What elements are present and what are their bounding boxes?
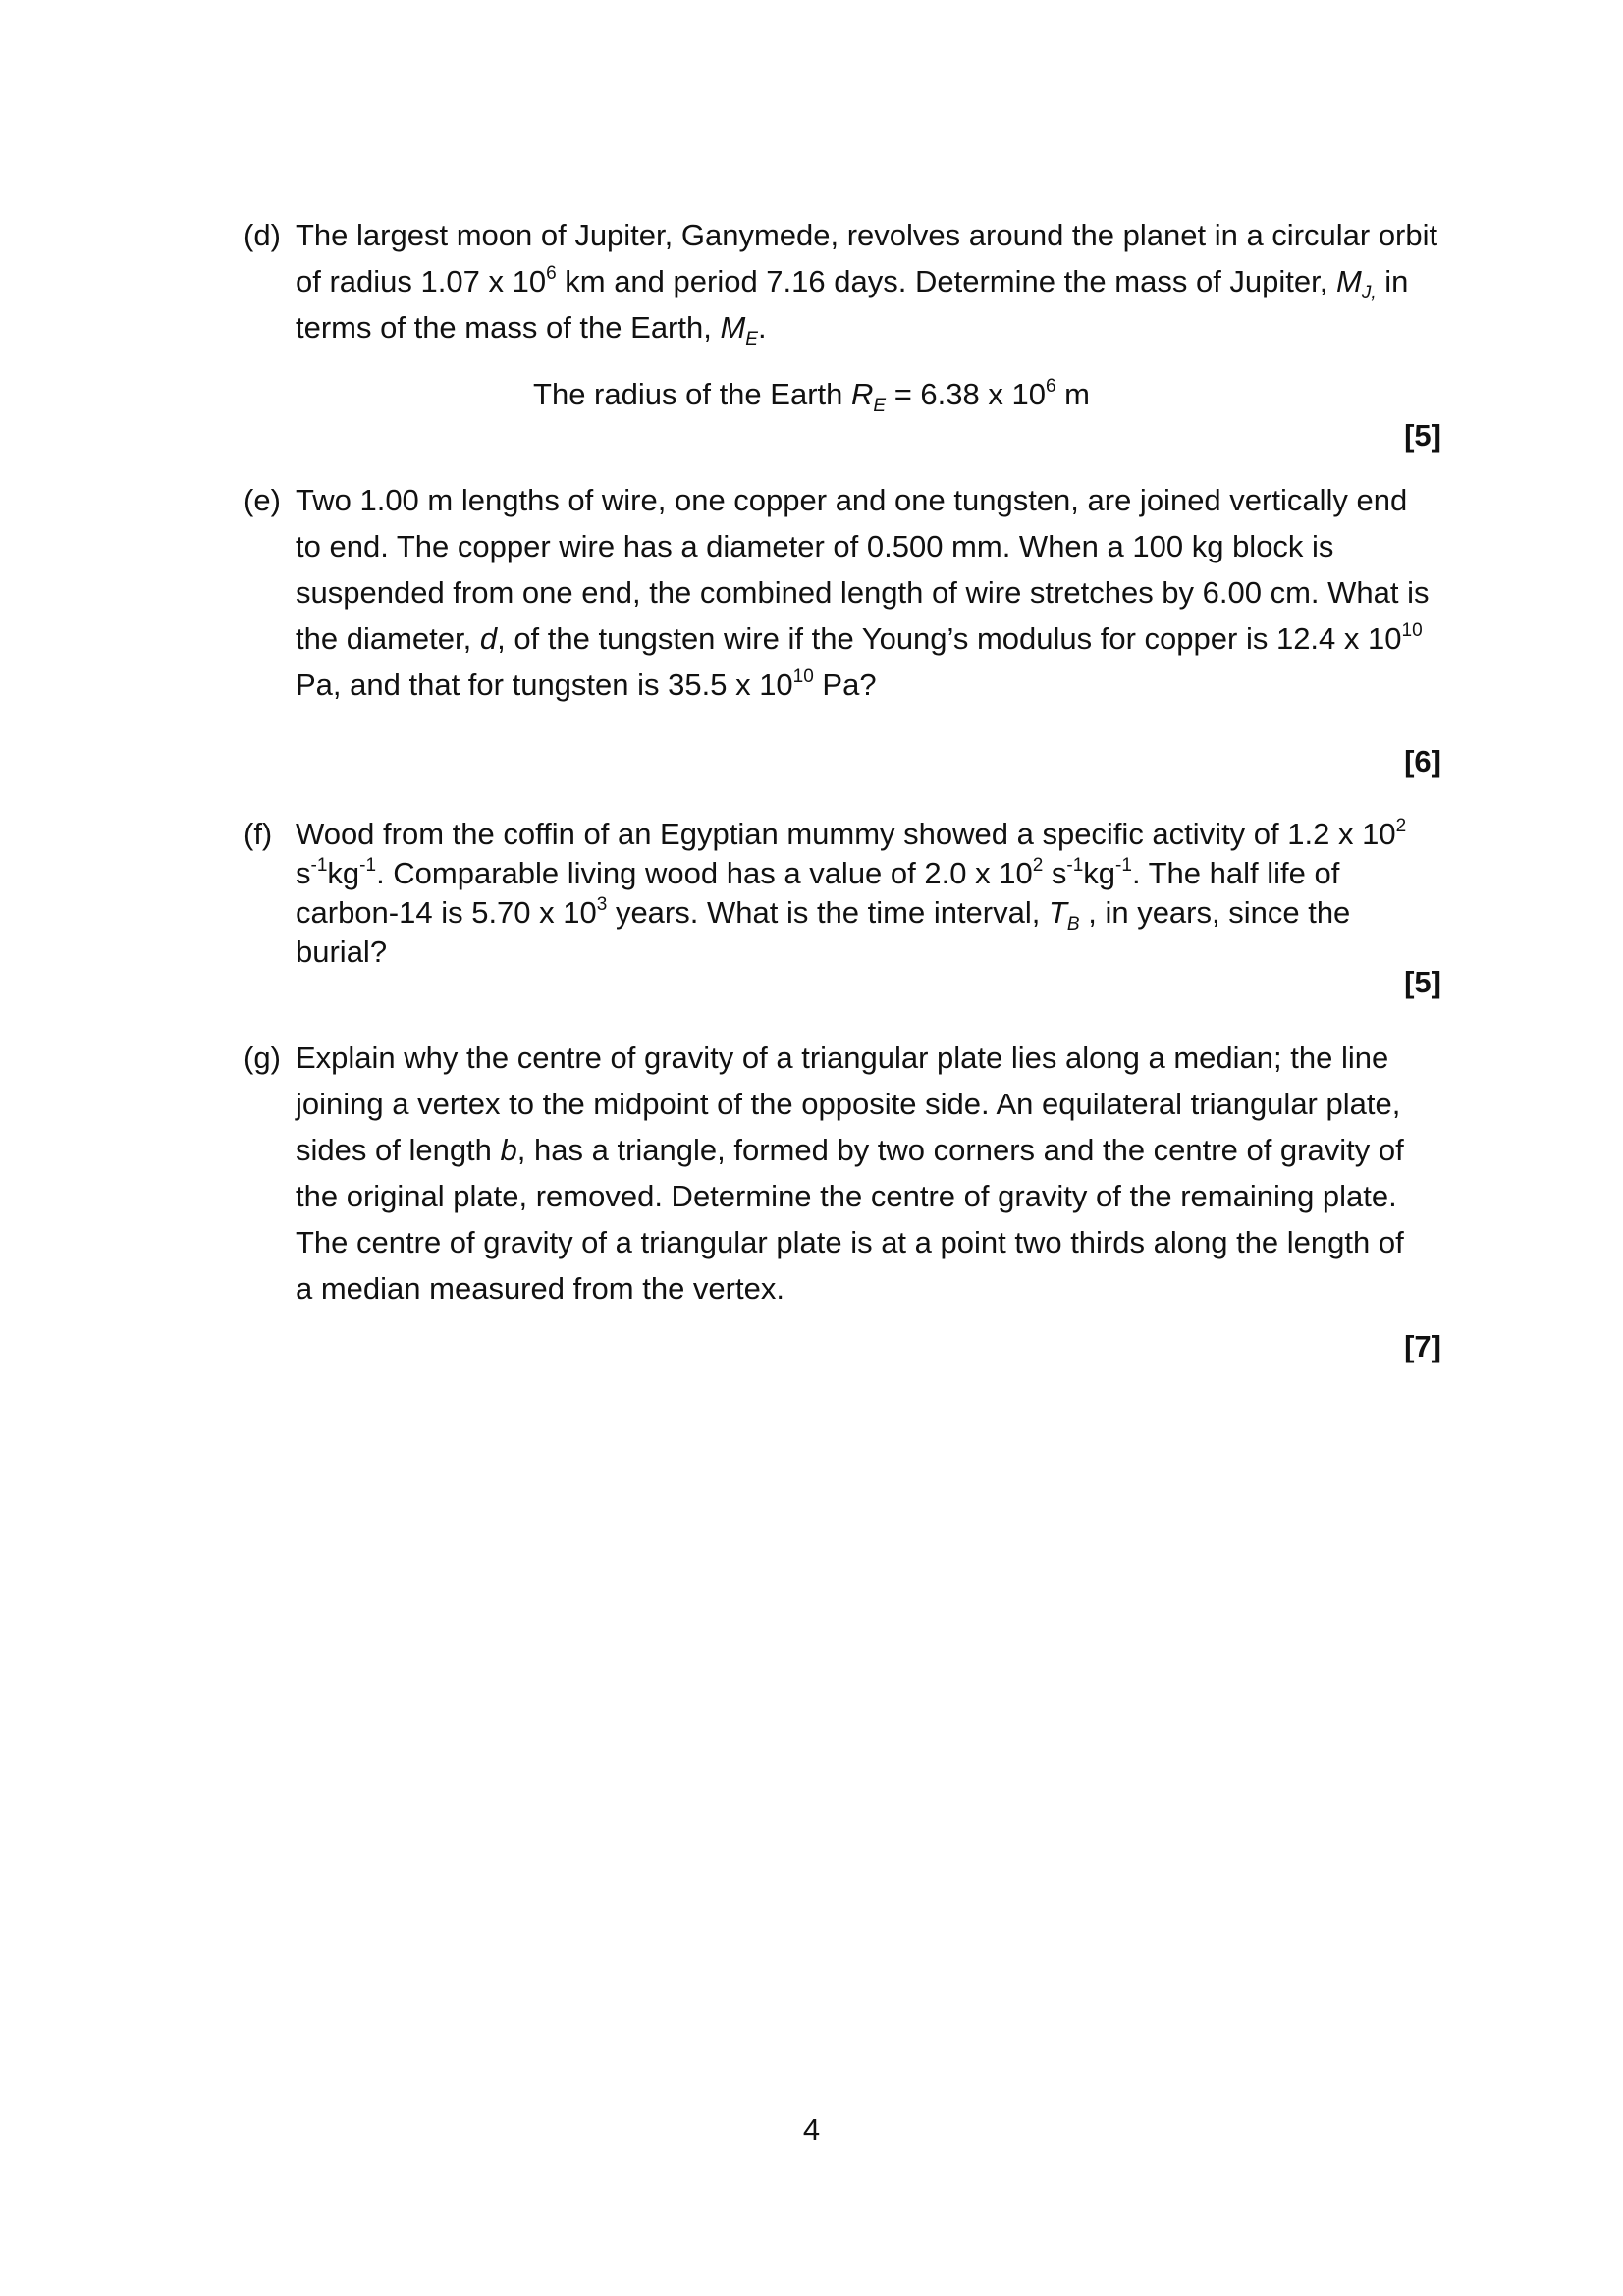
question-g-line-6: a median measured from the vertex. [296, 1271, 784, 1306]
question-e-line-1: Two 1.00 m lengths of wire, one copper and one tungsten, are joined vertically end [296, 483, 1408, 517]
question-e-text [296, 477, 1441, 708]
question-g-text [296, 1035, 1441, 1311]
question-d-line-1: The largest moon of Jupiter, Ganymede, revolves around the planet in a circular orbit [296, 218, 1438, 252]
question-f-line-1: Wood from the coffin of an Egyptian mummy showed a specific activity of 1.2 x $10^2$ [296, 815, 1407, 851]
question-d-marks: [5] [1404, 418, 1441, 453]
question-d-line-2: of radius 1.07 x $10^6$ km and period 7.16 days. Determine the mass of Jupiter, $M_{J,}$ in [296, 262, 1409, 304]
question-g-line-5: The centre of gravity of a triangular plate is at a point two thirds along the length of [296, 1225, 1404, 1259]
question-g-line-1: Explain why the centre of gravity of a triangular plate lies along a median; the line [296, 1041, 1389, 1075]
question-f-marks: [5] [1404, 965, 1441, 999]
question-e-line-2: to end. The copper wire has a diameter of 0.500 mm. When a 100 kg block is [296, 529, 1334, 563]
question-f [243, 815, 1441, 972]
question-g-line-4: the original plate, removed. Determine the centre of gravity of the remaining plate. [296, 1179, 1397, 1213]
question-g-label: (g) [243, 1041, 281, 1075]
question-e [243, 477, 1441, 708]
question-f-text [296, 815, 1441, 972]
question-e-marks: [6] [1404, 744, 1441, 778]
question-f-line-3: carbon-14 is 5.70 x $10^3$ years. What is the time interval, $T_B$ , in years, since the burial? [296, 893, 1351, 969]
question-g-marks: [7] [1404, 1329, 1441, 1363]
question-g [243, 1035, 1441, 1311]
question-g-line-3: sides of length b, has a triangle, formed by two corners and the centre of gravity of [296, 1133, 1404, 1167]
question-e-line-4: the diameter, d, of the tungsten wire if the Young’s modulus for copper is 12.4 x $10^{10}$ [296, 619, 1423, 656]
question-e-line-3: suspended from one end, the combined length of wire stretches by 6.00 cm. What is [296, 575, 1430, 610]
question-d [243, 212, 1441, 350]
question-d-line-3: terms of the mass of the Earth, $M_E$. [296, 310, 767, 350]
question-d-given-value: The radius of the Earth $R_E = 6.38$ x $10^6$ m [533, 375, 1090, 417]
question-e-label: (e) [243, 483, 281, 517]
question-f-line-2: $s^{-1}kg^{-1}$. Comparable living wood has a value of 2.0 x $10^2$ $s^{-1}kg^{-1}$. The half life of [296, 854, 1340, 890]
question-e-line-5: Pa, and that for tungsten is 35.5 x $10^{10}$ Pa? [296, 666, 877, 702]
question-d-text [296, 212, 1441, 350]
question-d-label: (d) [243, 218, 281, 252]
question-f-label: (f) [243, 817, 273, 851]
page-number: 4 [802, 2112, 821, 2147]
question-g-line-2: joining a vertex to the midpoint of the opposite side. An equilateral triangular plate, [296, 1087, 1401, 1121]
